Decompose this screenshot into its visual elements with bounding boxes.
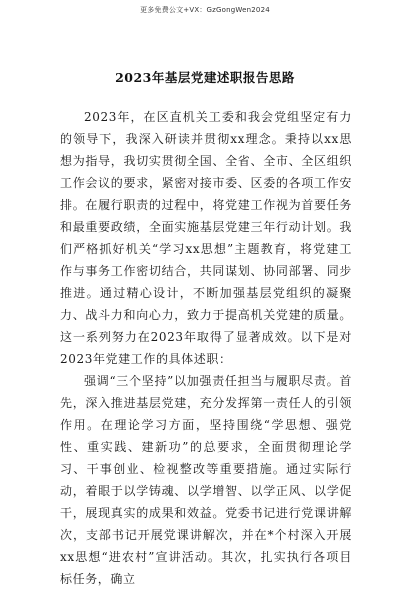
- document-body: [60, 106, 352, 590]
- body-paragraph-1: 2023年，在区直机关工委和我会党组坚定有力的领导下，我深入研读并贯彻xx理念。秉持以xx思想为指导，我切实贯彻全国、全省、全市、全区组织工作会议的要求，紧密对接市委、区委的各项工作安排。在履行职责的过程中，将党建工作视为首要任务和最重要政绩，全面实施基层党建三年行动计划。我们严格抓好机关“学习xx思想”主题教育，将党建工作与事务工作密切结合，共同谋划、协同部署、同步推进。通过精心设计，不断加强基层党组织的凝聚力、战斗力和向心力，致力于提高机关党建的质量。这一系列努力在2023年取得了显著成效。以下是对2023年党建工作的具体述职：: [60, 110, 352, 366]
- body-paragraph-2: 强调“三个坚持”以加强责任担当与履职尽责。首先，深入推进基层党建，充分发挥第一责任人的引领作用。在理论学习方面，坚持围绕“学思想、强党性、重实践、建新功”的总要求，全面贯彻理论学习、干事创业、检视整改等重要措施。通过实际行动，着眼于以学铸魂、以学增智、以学正风、以学促干，展现真实的成果和效益。党委书记进行党课讲解次，支部书记开展党课讲解次，并在*个村深入开展xx思想“进农村”宣讲活动。其次，扎实执行各项目标任务，确立: [60, 374, 352, 586]
- header-note: 更多免费公文+VX：GzGongWen2024: [140, 6, 270, 14]
- document-title: 2023年基层党建述职报告思路: [115, 70, 295, 85]
